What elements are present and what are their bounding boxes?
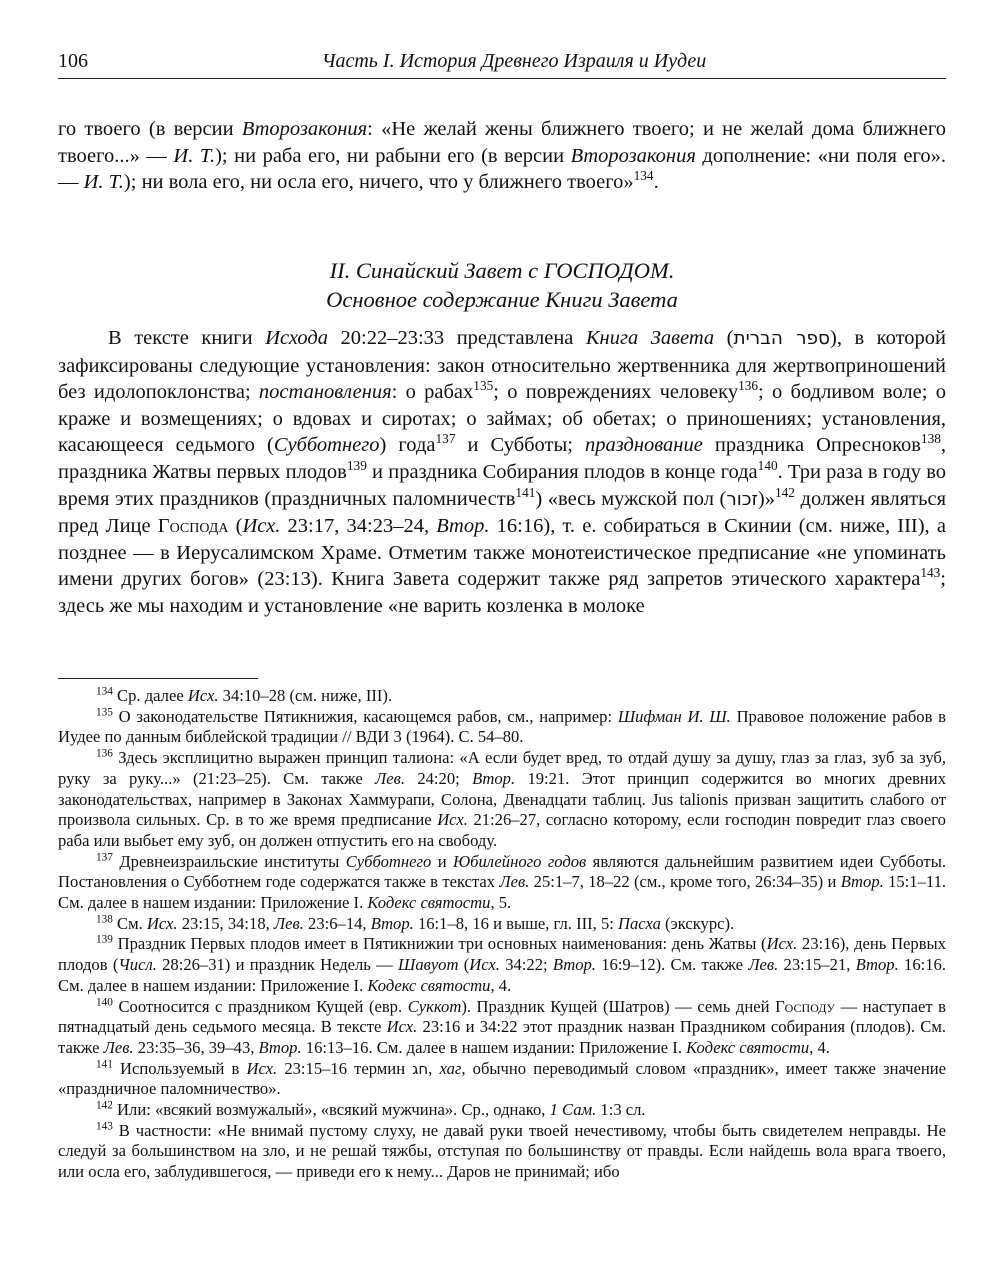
footnote-ref[interactable]: 141 <box>515 484 536 500</box>
footnote-ref[interactable]: 143 <box>920 565 941 581</box>
section-title-line-1: II. Синайский Завет с ГОСПОДОМ. <box>329 258 675 283</box>
footnote-139: $^{139}$ Праздник Первых плодов имеет в Пятикнижии три основных наименования: день Жатвы (Исх. 23:16), день Первых плодов (Числ. 28:26–31) и праздник Недель — Шавуот (Исх. 34:22; Втор. 16:9–12). См. также Лев. 23:15–21, Втор. 16:16. См. далее в нашем издании: Приложение I. Кодекс святости, 4. <box>58 933 946 995</box>
hebrew-term: חג <box>412 1059 429 1078</box>
footnote-140: $^{140}$ Соотносится с праздником Кущей (евр. Суккот). Праздник Кущей (Шатров) — семь дней Господу — наступает в пятнадцатый день седьмого месяца. В тексте Исх. 23:16 и 34:22 этот праздник назван Праздником собирания (плодов). См. также Лев. 23:35–36, 39–43, Втор. 16:13–16. См. далее в нашем издании: Приложение I. Кодекс святости, 4. <box>58 996 947 1057</box>
footnote-134: $^{134}$ Ср. далее Исх. 34:10–28 (см. ниже, III). <box>96 685 393 705</box>
footnote-143: $^{143}$ В частности: «Не внимай пустому слуху, не давай руки твоей нечестивому, чтобы быть свидетелем неправды. Не следуй за большинством на зло, и не решай тяжбы, отступая по большинству от правды. Если найдешь вола врага твоего, или осла его, заблудившегося, — приведи его к нему... Даров не принимай; ибо <box>58 1120 946 1182</box>
page-header <box>58 48 946 79</box>
footnote-ref[interactable]: 138 <box>920 431 941 447</box>
footnote-ref[interactable]: 135 <box>473 378 494 394</box>
footnote-138: $^{138}$ См. Исх. 23:15, 34:18, Лев. 23:6–14, Втор. 16:1–8, 16 и выше, гл. III, 5: Пасха (экскурс). <box>96 913 735 933</box>
footnote-141: $^{141}$ Используемый в Исх. 23:15–16 термин חג, хаг, обычно переводимый словом «праздник», имеет также значение «праздничное паломничество». <box>58 1058 946 1099</box>
footnote-ref[interactable]: 134 <box>633 168 654 184</box>
hebrew-term: זכור <box>726 488 758 510</box>
hebrew-term: ספר הברית <box>733 328 831 349</box>
paragraph-book-of-covenant: В тексте книги Исхода 20:22–23:33 представлена Книга Завета (ספר הברית), в которой зафиксированы следующие установления: закон относительно жертвенника для жертвоприношений без идолопоклонства; постановления: о рабах$^{135}$; о повреждениях человеку$^{136}$; о бодливом воле; о краже и возмещениях; о вдовах и сиротах; о займах; об обетах; о приношениях; установления, касающееся седьмого (Субботнего) года$^{137}$ и Субботы; празднование праздника Опресноков$^{138}$, праздника Жатвы первых плодов$^{139}$ и праздника Собирания плодов в конце года$^{140}$. Три раза в году во время этих праздников (праздничных паломничеств$^{141}$) «весь мужской пол (זכור)»$^{142}$ должен являться пред Лице Господа (Исх. 23:17, 34:23–24, Втор. 16:16), т. е. собираться в Скинии (см. ниже, III), а позднее — в Иерусалимском Храме. Отметим также монотеистическое предписание «не упоминать имени других богов» (23:13). Книга Завета содержит также ряд запретов этического характера$^{143}$; здесь же мы находим и установление «не варить козленка в молоке <box>58 327 947 617</box>
footnote-ref[interactable]: 137 <box>435 431 456 447</box>
footnote-divider <box>58 678 258 679</box>
paragraph-continuation: го твоего (в версии Второзакония: «Не желай жены ближнего твоего; и не желай дома ближнего твоего...» — И. Т.); ни раба его, ни рабыни его (в версии Второзакония дополнение: «ни поля его». — И. Т.); ни вола его, ни осла его, ничего, что у ближнего твоего»$^{134}$. <box>58 118 947 194</box>
page-number: 106 <box>58 50 88 72</box>
footnote-135: $^{135}$ О законодательстве Пятикнижия, касающемся рабов, см., например: Шифман И. Ш. Правовое положение рабов в Иудее по данным библейской традиции // ВДИ 3 (1964). С. 54–80. <box>58 706 946 747</box>
footnote-ref[interactable]: 140 <box>757 458 778 474</box>
section-title-line-2: Основное содержание Книги Завета <box>326 287 678 312</box>
footnote-ref[interactable]: 139 <box>346 458 367 474</box>
footnote-142: $^{142}$ Или: «всякий возмужалый», «всякий мужчина». Ср., однако, 1 Сам. 1:3 сл. <box>96 1099 646 1120</box>
footnotes <box>58 686 946 1183</box>
running-title: Часть I. История Древнего Израиля и Иудеи <box>321 50 707 72</box>
section-heading <box>58 256 946 314</box>
footnote-ref[interactable]: 136 <box>738 378 759 394</box>
footnote-ref[interactable]: 142 <box>774 484 795 500</box>
footnote-136: $^{136}$ Здесь эксплицитно выражен принцип талиона: «А если будет вред, то отдай душу за душу, глаз за глаз, зуб за зуб, руку за руку...» (21:23–25). См. также Лев. 24:20; Втор. 19:21. Этот принцип содержится во многих древних законодательствах, например в Законах Хаммурапи, Солона, Двенадцати таблиц. Jus talionis призван защитить слабого от произвола сильных. Ср. в то же время предписание Исх. 21:26–27, согласно которому, если господин повредит глаз своего раба или выбьет ему зуб, он должен отпустить его на свободу. <box>58 747 946 850</box>
footnote-137: $^{137}$ Древнеизраильские институты Субботнего и Юбилейного годов являются дальнейшим развитием идеи Субботы. Постановления о Субботнем годе содержатся также в текстах Лев. 25:1–7, 18–22 (см., кроме того, 26:34–35) и Втор. 15:1–11. См. далее в нашем издании: Приложение I. Кодекс святости, 5. <box>58 851 947 913</box>
